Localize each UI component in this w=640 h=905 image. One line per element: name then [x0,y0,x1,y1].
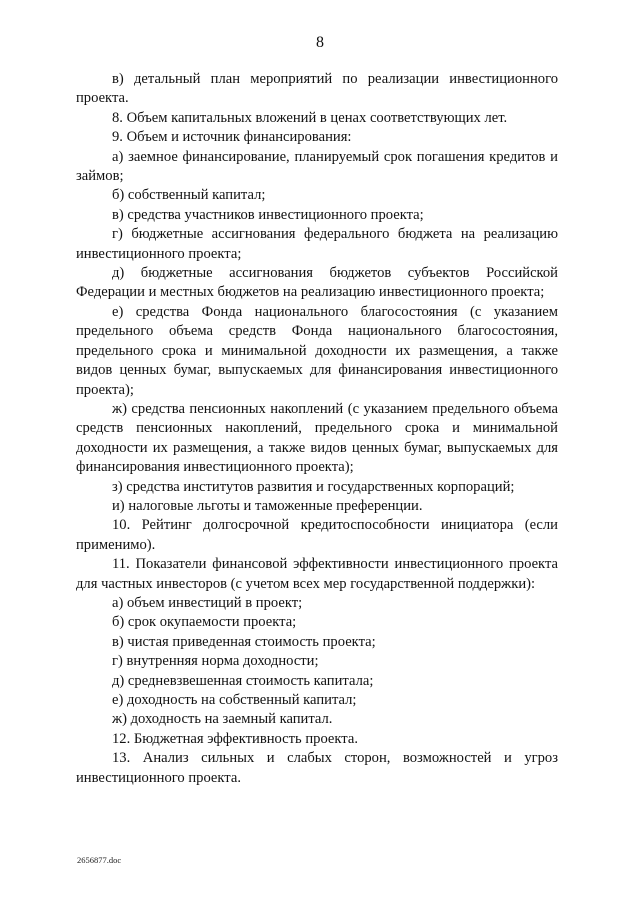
paragraph-11b-payback-period: б) срок окупаемости проекта; [112,614,297,631]
paragraph-9v-participant-funds: в) средства участников инвестиционного проекта; [112,206,424,223]
paragraph-9-financing-sources: 9. Объем и источник финансирования: [112,129,352,146]
paragraph-9a-debt-financing: а) заемное финансирование, планируемый срок погашения кредитов и займов; [76,148,558,185]
footer-file-name: 2656877.doc [77,855,122,865]
paragraph-10-credit-rating: 10. Рейтинг долгосрочной кредитоспособности инициатора (если применимо). [76,517,558,553]
paragraph-11-financial-efficiency: 11. Показатели финансовой эффективности инвестиционного проекта для частных инвесторов (с учетом всех мер государственной поддержки): [76,556,558,592]
paragraph-11a-investment-volume: а) объем инвестиций в проект; [112,594,303,611]
paragraph-12-budget-efficiency: 12. Бюджетная эффективность проекта. [112,730,358,747]
paragraph-11g-irr: г) внутренняя норма доходности; [112,653,319,670]
paragraph-9b-own-capital: б) собственный капитал; [112,187,266,204]
paragraph-9z-development-institutions: з) средства институтов развития и государственных корпораций; [112,478,515,495]
paragraph-11e-return-on-equity: е) доходность на собственный капитал; [112,692,357,708]
paragraph-9e-welfare-fund: е) средства Фонда национального благосостояния (с указанием предельного объема средств Фонда национального благосостояния, предельного срока и минимальной доходности их размещения, а также видов ценных бумаг, выпускаемых для финансирования инвестиционного проекта); [76,303,558,398]
paragraph-9g-federal-budget: г) бюджетные ассигнования федерального бюджета на реализацию инвестиционного проекта; [76,226,558,262]
paragraph-11d-wacc: д) средневзвешенная стоимость капитала; [112,672,374,689]
paragraph-8-capital-investments: 8. Объем капитальных вложений в ценах соответствующих лет. [112,109,508,126]
paragraph-9d-regional-budgets: д) бюджетные ассигнования бюджетов субъектов Российской Федерации и местных бюджетов на реализацию инвестиционного проекта; [76,265,558,301]
paragraph-9zh-pension-savings: ж) средства пенсионных накоплений (с указанием предельного объема средств пенсионных накоплений, предельного срока и минимальной доходности их размещения, а также видов ценных бумаг, выпускаемых для финансирования инвестиционного проекта); [76,400,558,476]
paragraph-9i-tax-benefits: и) налоговые льготы и таможенные преференции. [112,497,423,514]
document-body [76,70,558,788]
page-number: 8 [316,34,324,51]
paragraph-3v-detailed-plan: в) детальный план мероприятий по реализации инвестиционного проекта. [76,71,558,107]
paragraph-11zh-return-on-debt: ж) доходность на заемный капитал. [112,711,333,728]
paragraph-11v-npv: в) чистая приведенная стоимость проекта; [112,633,376,650]
paragraph-13-swot-analysis: 13. Анализ сильных и слабых сторон, возможностей и угроз инвестиционного проекта. [76,750,558,786]
